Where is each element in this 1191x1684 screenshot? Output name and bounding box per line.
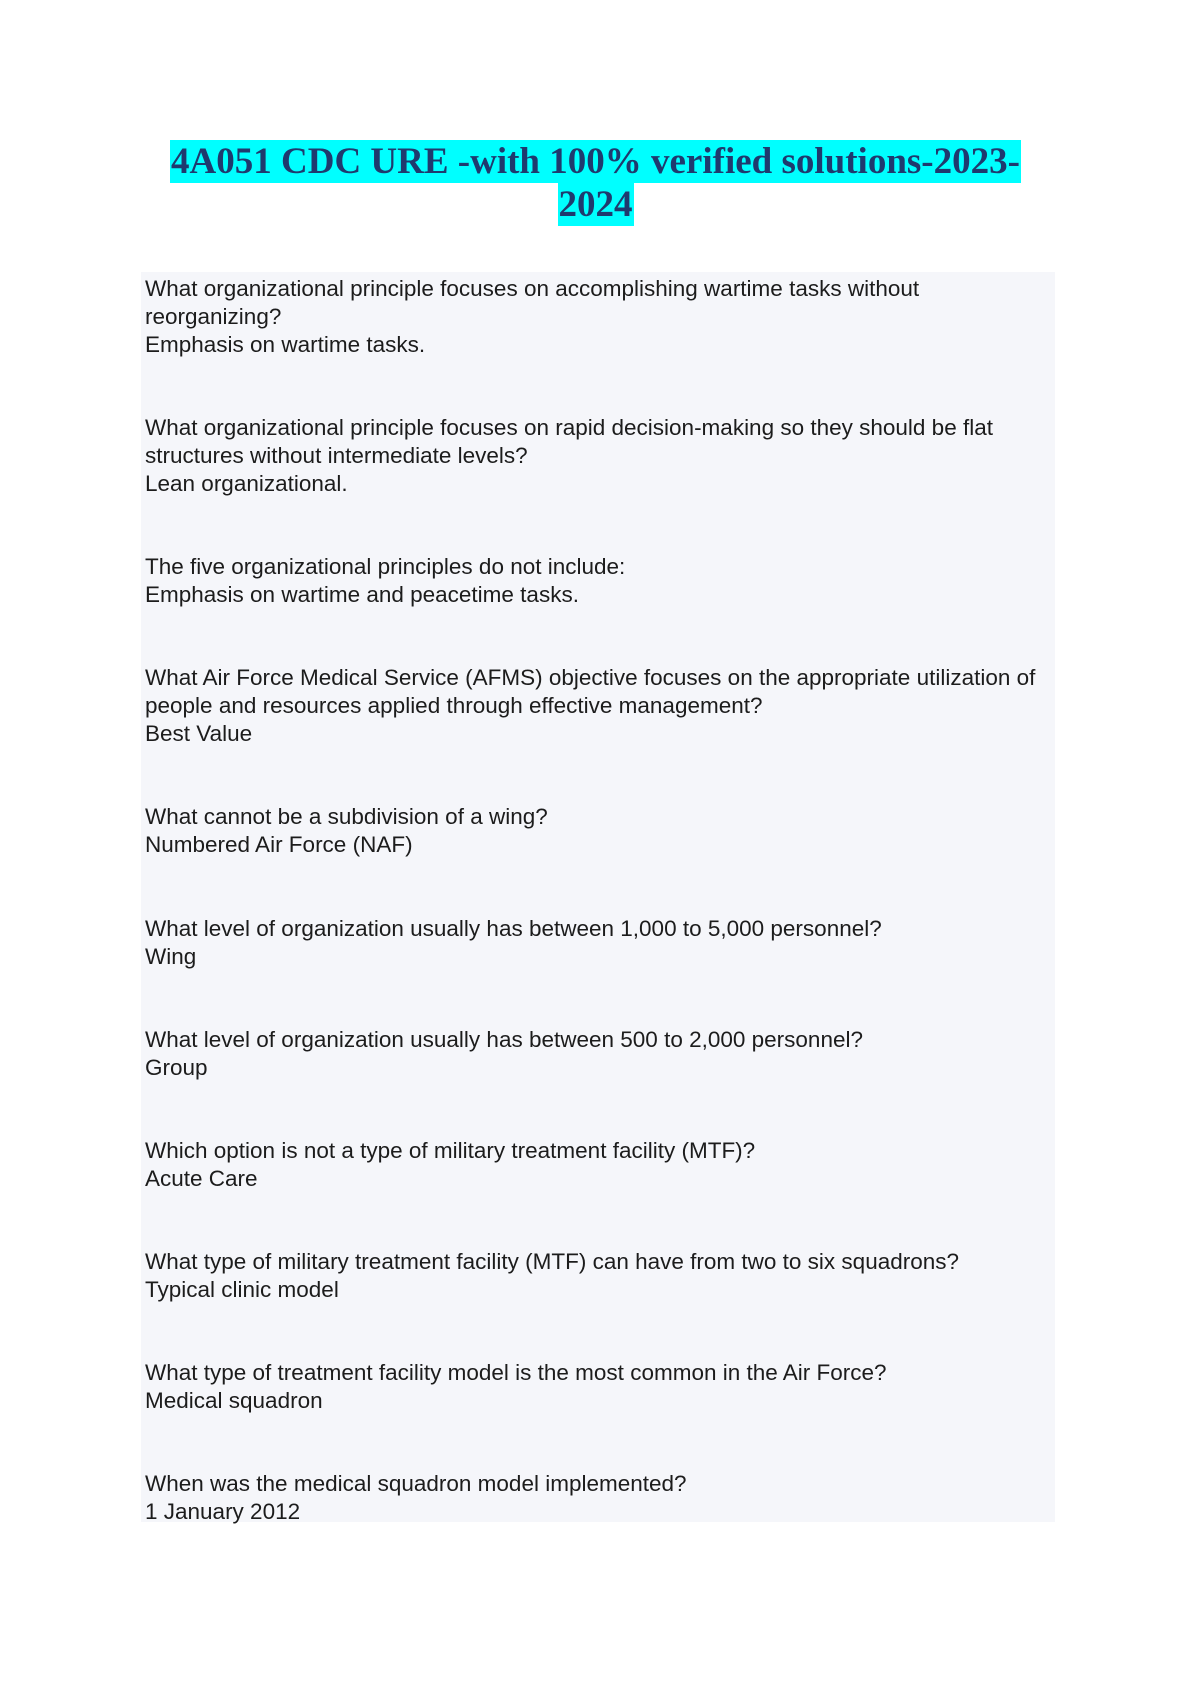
- qa-question: What type of treatment facility model is the most common in the Air Force?: [145, 1360, 887, 1385]
- qa-answer: Acute Care: [145, 1166, 258, 1191]
- qa-question: What type of military treatment facility (MTF) can have from two to six squadrons?: [145, 1249, 960, 1274]
- qa-item: [145, 275, 1050, 359]
- qa-answer: Wing: [145, 944, 197, 969]
- qa-question: When was the medical squadron model implemented?: [145, 1471, 687, 1496]
- qa-question: What level of organization usually has between 500 to 2,000 personnel?: [145, 1027, 863, 1052]
- qa-answer: Group: [145, 1055, 208, 1080]
- qa-answer: Emphasis on wartime and peacetime tasks.: [145, 582, 579, 607]
- document-title: [0, 140, 1191, 226]
- qa-item: [145, 1359, 1050, 1415]
- qa-item: [145, 414, 1050, 498]
- qa-item: [145, 553, 1050, 609]
- qa-question: Which option is not a type of military treatment facility (MTF)?: [145, 1138, 756, 1163]
- qa-question: What level of organization usually has between 1,000 to 5,000 personnel?: [145, 916, 882, 941]
- qa-item: [145, 1137, 1050, 1193]
- qa-item: [145, 1470, 1050, 1526]
- qa-question: What Air Force Medical Service (AFMS) objective focuses on the appropriate utilization of people and resources applied through effective management?: [145, 665, 1036, 718]
- qa-answer: 1 January 2012: [145, 1499, 301, 1524]
- qa-item: [145, 664, 1050, 748]
- qa-item: [145, 1248, 1050, 1304]
- qa-question: What cannot be a subdivision of a wing?: [145, 804, 548, 829]
- qa-item: [145, 1026, 1050, 1082]
- qa-question: What organizational principle focuses on rapid decision-making so they should be flat structures without intermediate levels?: [145, 415, 993, 468]
- qa-answer: Lean organizational.: [145, 471, 348, 496]
- qa-answer: Typical clinic model: [145, 1277, 339, 1302]
- document-title-line-1: 4A051 CDC URE -with 100% verified solutions-2023-: [171, 141, 1020, 182]
- qa-item: [145, 915, 1050, 971]
- qa-answer: Medical squadron: [145, 1388, 323, 1413]
- document-title-line-2: 2024: [558, 184, 633, 225]
- qa-answer: Best Value: [145, 721, 253, 746]
- qa-answer: Emphasis on wartime tasks.: [145, 332, 426, 357]
- qa-item: [145, 803, 1050, 859]
- qa-answer: Numbered Air Force (NAF): [145, 832, 413, 857]
- qa-question: What organizational principle focuses on accomplishing wartime tasks without reorganizing?: [145, 276, 920, 329]
- qa-question: The five organizational principles do not include:: [145, 554, 626, 579]
